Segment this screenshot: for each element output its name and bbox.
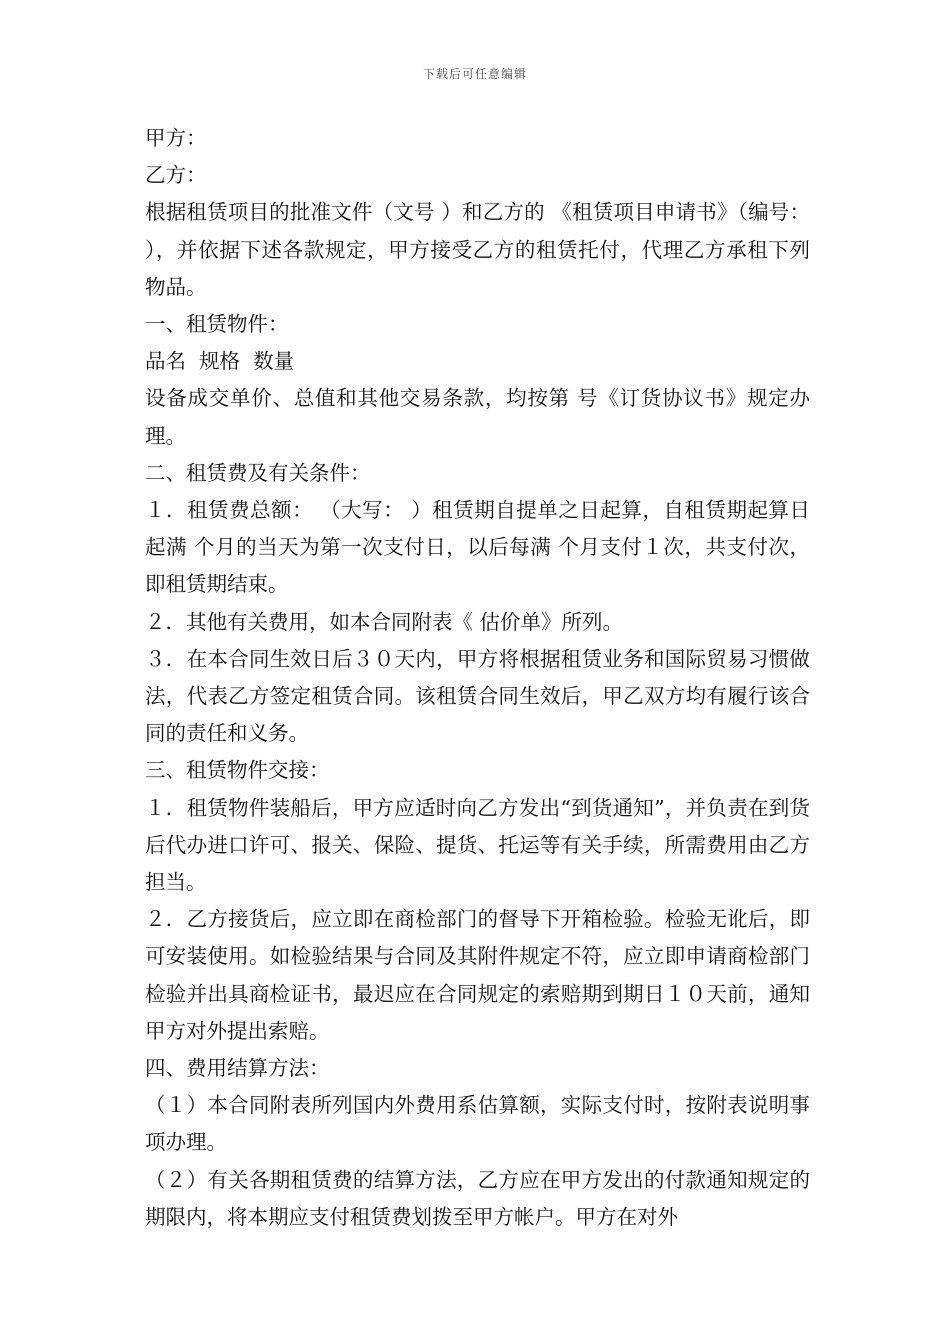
section-heading-3: 三、租赁物件交接：	[145, 758, 330, 783]
section-2-clause-1: １．租赁费总额： （大写： ）租赁期自提单之日起算，自租赁期起算日起满 个月的当天为第一次支付日，以后每满 个月支付１次，共支付次，即租赁期结束。	[145, 498, 810, 597]
section-4-clause-1: （１）本合同附表所列国内外费用系估算额，实际支付时，按附表说明事项办理。	[145, 1093, 810, 1155]
section-heading-2: 二、租赁费及有关条件：	[145, 460, 371, 485]
item-columns-line: 品名 规格 数量	[145, 349, 295, 374]
section-2-clause-3: ３．在本合同生效日后３０天内，甲方将根据租赁业务和国际贸易习惯做法，代表乙方签定租赁合同。该租赁合同生效后，甲乙双方均有履行该合同的责任和义务。	[145, 646, 810, 746]
section-heading-1: 一、租赁物件：	[145, 312, 289, 337]
section-3-clause-2: ２．乙方接货后，应立即在商检部门的督导下开箱检验。检验无讹后，即可安装使用。如检验结果与合同及其附件规定不符，应立即申请商检部门检验并出具商检证书，最迟应在合同规定的索赔期到期日１０天前，通知甲方对外提出索赔。	[145, 907, 810, 1043]
section-4-clause-2: （２）有关各期租赁费的结算方法，乙方应在甲方发出的付款通知规定的期限内，将本期应支付租赁费划拨至甲方帐户。甲方在对外	[145, 1167, 810, 1229]
section-3-clause-1: １．租赁物件装船后，甲方应适时向乙方发出“到货通知”，并负责在到货后代办进口许可、报关、保险、提货、托运等有关手续，所需费用由乙方担当。	[145, 795, 810, 895]
section-1-paragraph: 设备成交单价、总值和其他交易条款，均按第 号《订货协议书》规定办理。	[145, 386, 810, 448]
party-a-line: 甲方：	[145, 126, 207, 150]
preamble-paragraph: 根据租赁项目的批准文件（文号 ）和乙方的 《租赁项目申请书》（编号： ），并依据下述各款规定，甲方接受乙方的租赁托付，代理乙方承租下列物品。	[145, 200, 810, 299]
document-body	[145, 120, 810, 1236]
section-2-clause-2: ２．其他有关费用，如本合同附表《 估价单》所列。	[145, 609, 624, 634]
page-header-note: 下载后可任意编辑	[422, 67, 527, 81]
party-b-line: 乙方：	[145, 163, 207, 188]
section-heading-4: 四、费用结算方法：	[145, 1056, 330, 1081]
